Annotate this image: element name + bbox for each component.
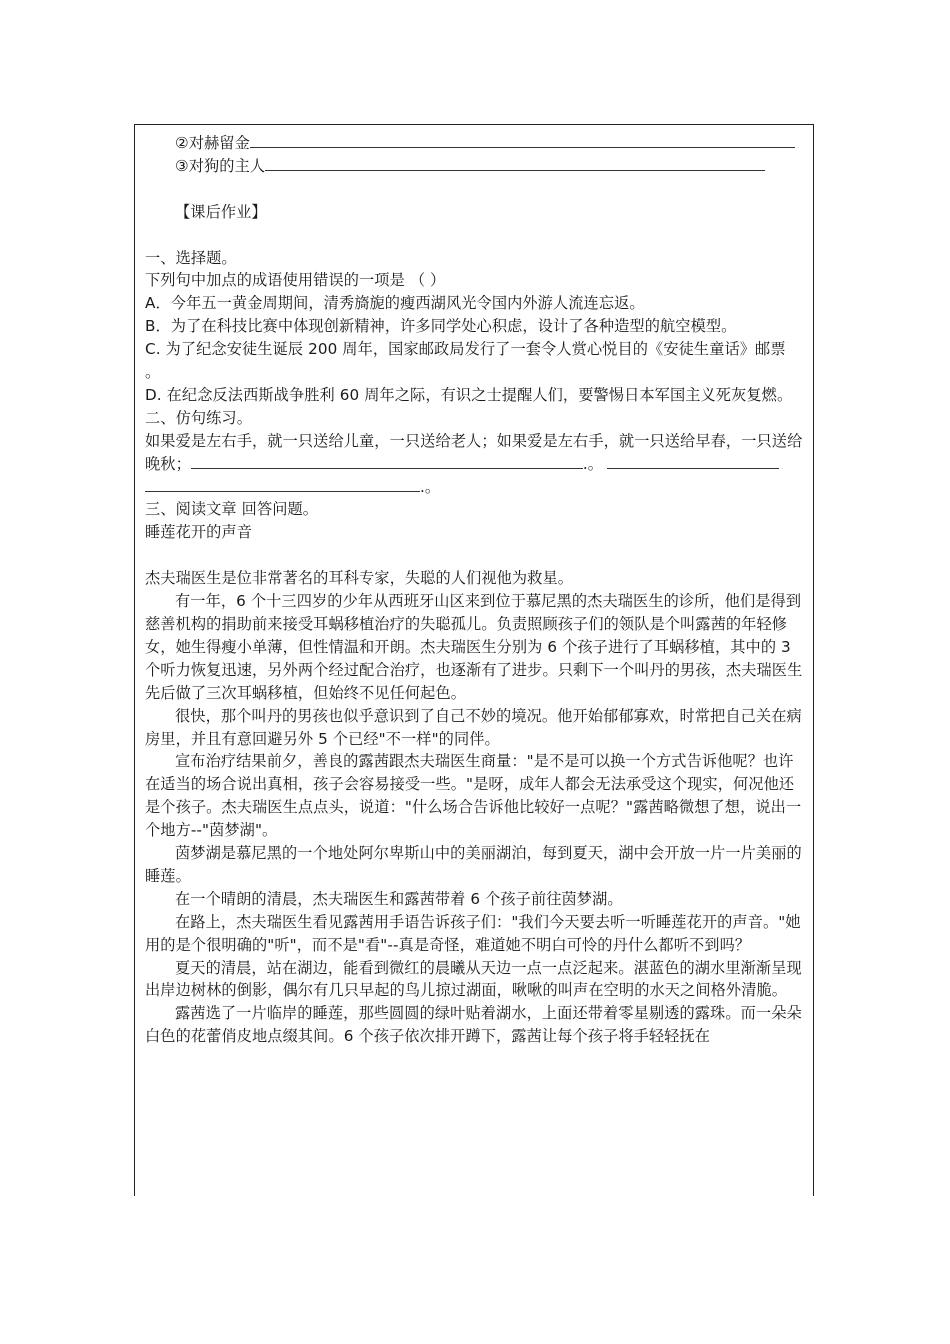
option-d: D. 在纪念反法西斯战争胜利 60 周年之际，有识之士提醒人们，要警惕日本军国主义死灰复燃。 bbox=[145, 385, 793, 404]
article-paragraph: 露茜选了一片临岸的睡莲，那些圆圆的绿叶贴着湖水，上面还带着零星剔透的露珠。而一朵朵白色的花蕾俏皮地点缀其间。6 个孩子依次排开蹲下，露茜让每个孩子将手轻轻抚在 bbox=[145, 1004, 802, 1046]
answer-blank[interactable] bbox=[607, 454, 779, 469]
article-paragraph: 茵梦湖是慕尼黑的一个地处阿尔卑斯山中的美丽湖泊，每到夏天，湖中会开放一片一片美丽的睡莲。 bbox=[145, 844, 802, 885]
article-paragraph: 在路上，杰夫瑞医生看见露茜用手语告诉孩子们："我们今天要去听一听睡莲花开的声音。"她用的是个很明确的"听"，而不是"看"--真是奇怪，难道她不明白可怜的丹什么都听不到吗？ bbox=[145, 912, 801, 954]
article-paragraph: 宣布治疗结果前夕，善良的露茜跟杰夫瑞医生商量："是不是可以换一个方式告诉他呢？也许在适当的场合说出真相，孩子会容易接受一些。"是呀，成年人都会无法承受这个现实，何况他还是个孩子。杰夫瑞医生点点头，说道："什么场合告诉他比较好一点呢？"露茜略微想了想，说出一个地方--"茵梦湖"。 bbox=[145, 752, 802, 840]
section-1-question: 下列句中加点的成语使用错误的一项是 （ ） bbox=[145, 271, 446, 290]
section-2-prompt: 如果爱是左右手，就一只送给儿童，一只送给老人；如果爱是左右手，就一只送给早春，一只送给晚秋； .。 .。 bbox=[145, 431, 803, 496]
section-3-title: 三、阅读文章 回答问题。 bbox=[145, 500, 319, 519]
article-paragraph: 杰夫瑞医生是位非常著名的耳科专家，失聪的人们视他为救星。 bbox=[145, 569, 574, 588]
section-1-title: 一、选择题。 bbox=[145, 248, 237, 267]
question-line-3: ③对狗的主人 bbox=[145, 155, 803, 178]
article-title: 睡莲花开的声音 bbox=[145, 523, 253, 542]
article-paragraph: 有一年，6 个十三四岁的少年从西班牙山区来到位于慕尼黑的杰夫瑞医生的诊所，他们是得到慈善机构的捐助前来接受耳蜗移植治疗的失聪孤儿。负责照顾孩子们的领队是个叫露茜的年轻修女，她生得瘦小单薄，但性情温和开朗。杰夫瑞医生分别为 6 个孩子进行了耳蜗移植，其中的 3 个听力恢复迅速，另外两个经过配合治疗，也逐渐有了进步。只剩下一个叫丹的男孩，杰夫瑞医生先后做了三次耳蜗移植，但始终不见任何起色。 bbox=[145, 592, 803, 702]
section-2-title: 二、仿句练习。 bbox=[145, 408, 253, 427]
question-line-2: ②对赫留金 bbox=[145, 132, 803, 155]
answer-blank[interactable] bbox=[145, 477, 420, 492]
article-body bbox=[145, 567, 803, 1048]
homework-heading: 【课后作业】 bbox=[175, 202, 267, 221]
article-paragraph: 在一个晴朗的清晨，杰夫瑞医生和露茜带着 6 个孩子前往茵梦湖。 bbox=[175, 889, 623, 908]
document-frame bbox=[134, 124, 814, 1196]
article-paragraph: 很快，那个叫丹的男孩也似乎意识到了自己不妙的境况。他开始郁郁寡欢，时常把自己关在病房里，并且有意回避另外 5 个已经"不一样"的同伴。 bbox=[145, 706, 802, 748]
answer-blank[interactable] bbox=[250, 132, 795, 148]
article-paragraph: 夏天的清晨，站在湖边，能看到微红的晨曦从天边一点一点泛起来。湛蓝色的湖水里渐渐呈现出岸边树林的倒影，偶尔有几只早起的鸟儿掠过湖面，啾啾的叫声在空明的水天之间格外清脆。 bbox=[145, 958, 802, 1000]
answer-blank[interactable] bbox=[191, 454, 583, 469]
option-c: C. 为了纪念安徒生诞辰 200 周年，国家邮政局发行了一套令人赏心悦目的《安徒生童话》邮票 。 bbox=[145, 340, 786, 382]
option-a: A．今年五一黄金周期间，清秀旖旎的瘦西湖风光令国内外游人流连忘返。 bbox=[145, 294, 645, 313]
option-b: B．为了在科技比赛中体现创新精神，许多同学处心积虑，设计了各种造型的航空模型。 bbox=[145, 317, 737, 336]
answer-blank[interactable] bbox=[265, 155, 765, 171]
